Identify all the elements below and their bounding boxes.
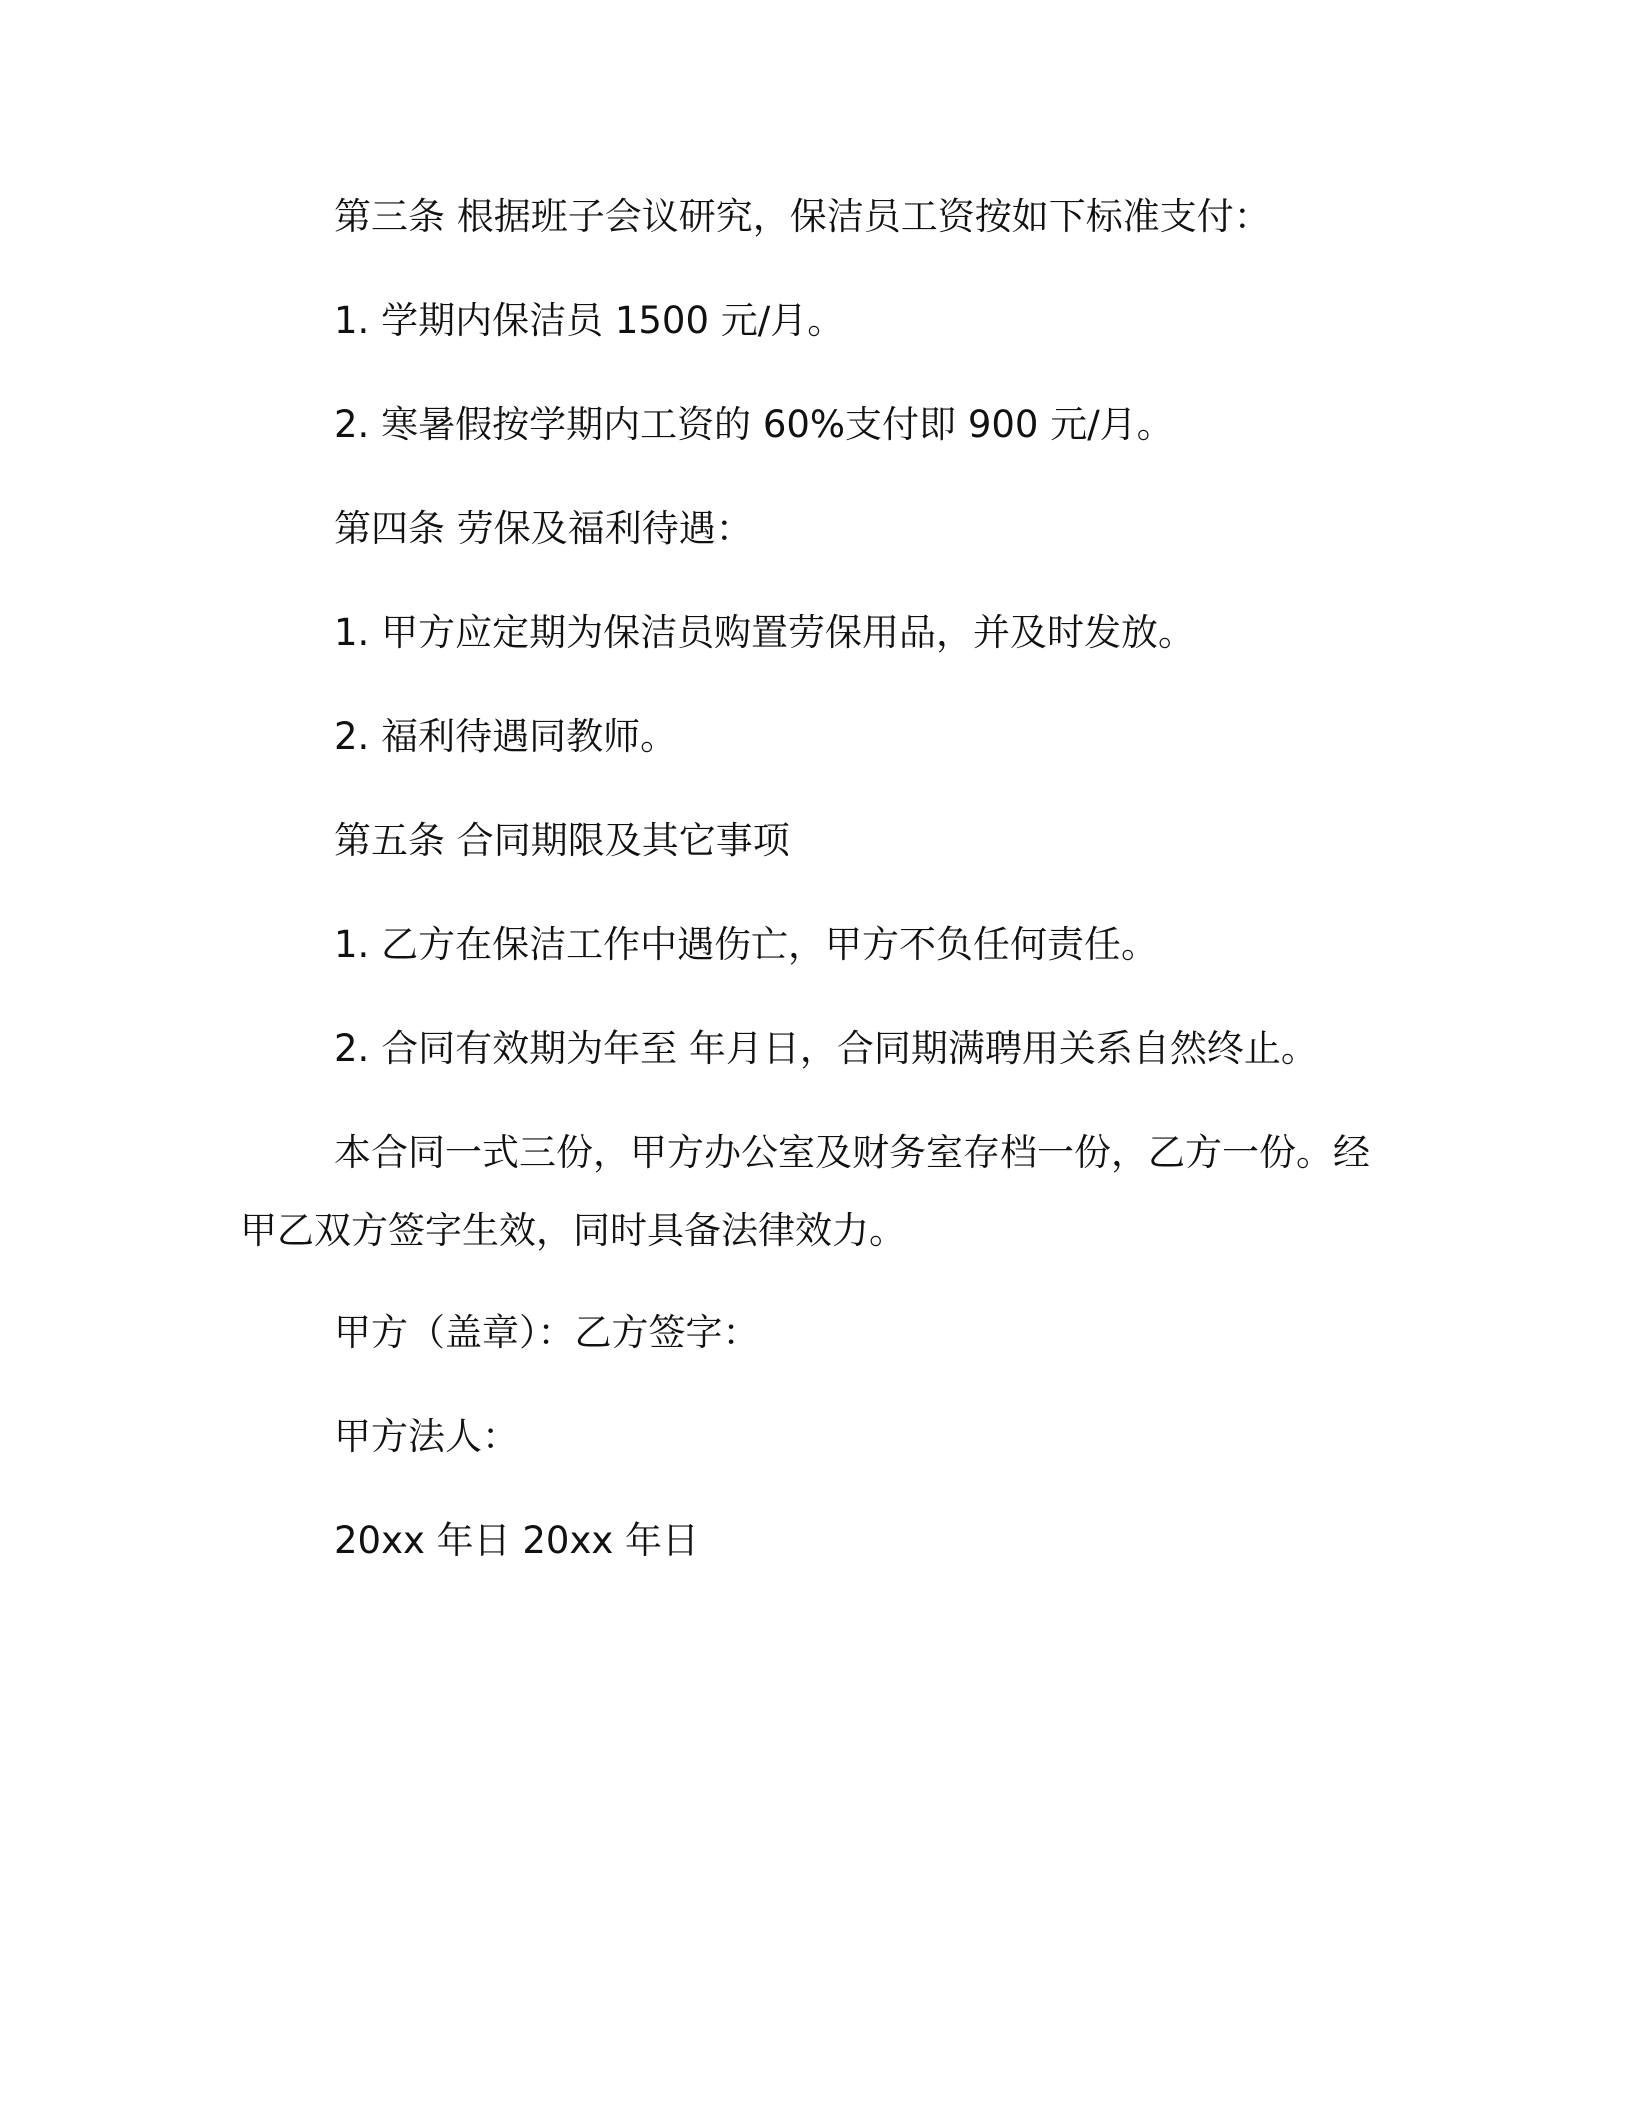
article-five-item-2: 2. 合同有效期为年至 年月日，合同期满聘用关系自然终止。 xyxy=(334,1027,1318,1070)
signature-dates: 20xx 年日 20xx 年日 xyxy=(334,1519,700,1562)
article-three-item-1: 1. 学期内保洁员 1500 元/月。 xyxy=(334,299,845,342)
article-five-item-1: 1. 乙方在保洁工作中遇伤亡，甲方不负任何责任。 xyxy=(334,923,1159,966)
copies-clause: 本合同一式三份，甲方办公室及财务室存档一份，乙方一份。经甲乙双方签字生效，同时具备法律效力。 xyxy=(240,1131,1370,1252)
article-four-item-1: 1. 甲方应定期为保洁员购置劳保用品，并及时发放。 xyxy=(334,611,1196,654)
article-five-heading: 第五条 合同期限及其它事项 xyxy=(334,819,790,862)
article-three-heading: 第三条 根据班子会议研究，保洁员工资按如下标准支付： xyxy=(334,195,1271,238)
article-four-item-2: 2. 福利待遇同教师。 xyxy=(334,715,678,758)
signature-parties: 甲方（盖章）：乙方签字： xyxy=(334,1311,760,1354)
legal-representative: 甲方法人： xyxy=(334,1415,519,1458)
article-three-item-2: 2. 寒暑假按学期内工资的 60%支付即 900 元/月。 xyxy=(334,403,1174,446)
article-four-heading: 第四条 劳保及福利待遇： xyxy=(334,507,753,550)
